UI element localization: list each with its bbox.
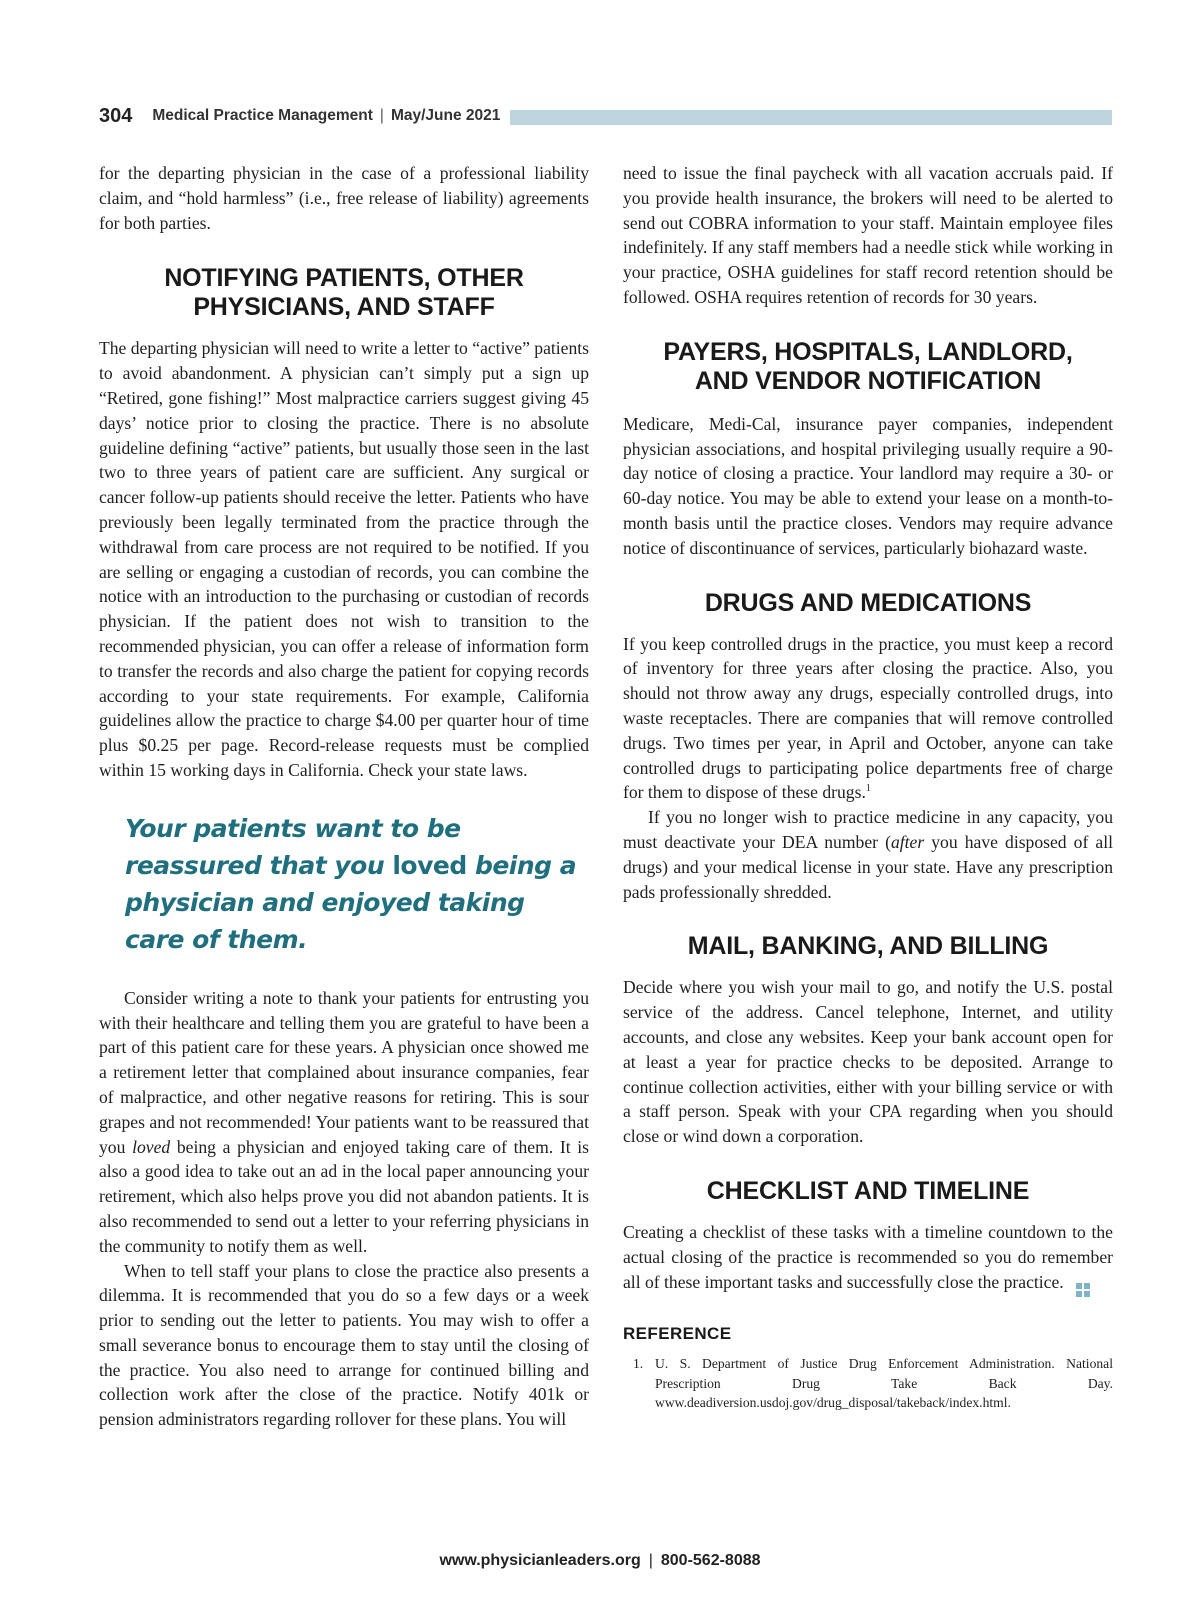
notifying-heading [99, 264, 589, 322]
mail-paragraph: Decide where you wish your mail to go, and notify the U.S. postal service of the address. Cancel telephone, Internet, and utility accounts, and close any websites. Keep your bank account open for at least a year for practice checks to be deposited. Arrange to continue collection activities, either with your billing service or with a staff person. Speak with your CPA regarding when you should close or wind down a corporation. [623, 977, 1113, 1147]
end-mark-icon [1076, 1283, 1090, 1297]
pull-quote-part2: being a physician and enjoyed taking care of them. [125, 850, 577, 954]
drugs-paragraph-text: If you keep controlled drugs in the practice, you must keep a record of inventory for three years after closing the practice. Also, you should not throw away any drugs, especially controlled drugs, into waste receptacles. There are companies that will remove controlled drugs. Two times per year, in April and October, anyone can take controlled drugs to participating police departments free of charge for them to dispose of these drugs. [623, 633, 1113, 803]
page-number: 304 [99, 104, 133, 127]
reference-item [623, 1354, 1113, 1413]
thank-paragraph-before: Consider writing a note to thank your patients for entrusting you with their healthcare and telling them you are grateful to have been a part of this patient care for these years. A physician once showed me a retirement letter that complained about insurance companies, fear of malpractice, and other negative reasons for retiring. This is sour grapes and not recommended! Your patients want to be reassured that you [99, 987, 589, 1157]
pull-quote [125, 810, 589, 958]
drugs-paragraph [623, 632, 1113, 806]
notifying-heading-line1: NOTIFYING PATIENTS, OTHER [164, 264, 524, 293]
payers-paragraph: Medicare, Medi-Cal, insurance payer companies, independent physician associations, and hospital privileging usually require a 90-day notice of closing a practice. Your landlord may require a 30- or 60-day notice. You may be able to extend your lease on a month-to-month basis until the practice closes. Vendors may require advance notice of discontinuance of services, particularly biohazard waste. [623, 413, 1113, 558]
checklist-heading: CHECKLIST AND TIMELINE [706, 1176, 1030, 1205]
payers-heading-line2: AND VENDOR NOTIFICATION [694, 366, 1042, 395]
notifying-paragraph: The departing physician will need to write a letter to “active” patients to avoid abandonment. A physician can’t simply put a sign up “Retired, gone fishing!” Most malpractice carriers suggest giving 45 days’ notice prior to closing the practice. There is no absolute guideline defining “active” patients, but usually those seen in the last two to three years of patient care are sufficient. Any surgical or cancer follow-up patients should receive the letter. Patients who have previously been legally terminated from the practice through the withdrawal from care process are not required to be notified. If you are selling or engaging a custodian of records, you can combine the notice with an introduction to the purchasing or custodian of records physician. If the patient does not wish to transition to the recommended physician, you can offer a release of information form to transfer the records and also charge the patient for copying records according to your state requirements. For example, California guidelines allow the practice to charge $4.00 per quarter hour of time plus $0.25 per page. Record-release requests must be complied within 15 working days in California. Check your state laws. [99, 338, 589, 780]
drugs-heading: DRUGS AND MEDICATIONS [704, 588, 1032, 617]
dea-paragraph-italic: after [890, 831, 925, 852]
mail-heading: MAIL, BANKING, AND BILLING [687, 932, 1049, 961]
thank-paragraph-italic: loved [132, 1136, 171, 1157]
staff-paragraph: When to tell staff your plans to close the practice also presents a dilemma. It is recommended that you do so a few days or a week prior to sending out the letter to patients. You may wish to offer a small severance bonus to encourage them to stay until the closing of the practice. You also need to arrange for continued billing and collection work after the close of the practice. Notify 401k or pension administrators regarding rollover for these plans. You will [99, 1260, 589, 1430]
payers-heading [623, 338, 1113, 396]
reference-heading: REFERENCE [623, 1323, 732, 1343]
dea-paragraph [623, 805, 1113, 904]
footnote-marker: 1 [865, 783, 871, 795]
notifying-heading-line2: PHYSICIANS, AND STAFF [193, 293, 495, 322]
page-header [99, 100, 1112, 132]
thank-paragraph-after: being a physician and enjoyed taking care of them. It is also a good idea to take out an ad in the local paper announcing your retirement, which also helps prove you did not abandon patients. It is also recommended to send out a letter to your referring physicians in the community to notify them as well. [99, 1136, 590, 1256]
dea-paragraph-after: you have disposed of all drugs) and your medical license in your state. Have any prescription pads professionally shredded. [623, 831, 1113, 902]
reference-number: 1. [633, 1356, 644, 1372]
thank-patients-paragraph [99, 986, 589, 1259]
intro-paragraph: for the departing physician in the case of a professional liability claim, and “hold harmless” (i.e., free release of liability) agreements for both parties. [99, 163, 589, 233]
pull-quote-emphasis: loved [392, 850, 467, 880]
reference-list [623, 1354, 1113, 1413]
payers-heading-line1: PAYERS, HOSPITALS, LANDLORD, [663, 337, 1073, 366]
checklist-paragraph [623, 1220, 1113, 1297]
right-column [623, 161, 1113, 1413]
footer-phone: 800-562-8088 [660, 1552, 761, 1569]
dea-paragraph-before: If you no longer wish to practice medicine in any capacity, you must deactivate your DEA number ( [623, 807, 1113, 852]
header-rule-bar [510, 110, 1112, 125]
footer-separator: | [648, 1552, 653, 1569]
journal-title [152, 107, 500, 125]
page-footer [0, 1552, 1200, 1570]
pull-quote-part1: Your patients want to be reassured that you [125, 813, 461, 880]
footer-website: www.physicianleaders.org [439, 1552, 641, 1569]
journal-issue: May/June 2021 [390, 107, 501, 124]
header-separator: | [379, 107, 384, 124]
reference-text: U. S. Department of Justice Drug Enforcement Administration. National Prescription Drug Take Back Day. www.deadiversion.usdoj.gov/drug_disposal/takeback/index.html. [655, 1356, 1113, 1411]
left-column [99, 161, 589, 1432]
continued-paragraph: need to issue the final paycheck with all vacation accruals paid. If you provide health insurance, the brokers will need to be alerted to send out COBRA information to your staff. Maintain employee files indefinitely. If any staff members had a needle stick while working in your practice, OSHA guidelines for staff record retention should be followed. OSHA requires retention of records for 30 years. [623, 163, 1113, 307]
checklist-paragraph-text: Creating a checklist of these tasks with a timeline countdown to the actual closing of the practice is recommended so you do remember all of these important tasks and successfully close the practice. [623, 1221, 1113, 1292]
journal-name: Medical Practice Management [152, 107, 373, 124]
